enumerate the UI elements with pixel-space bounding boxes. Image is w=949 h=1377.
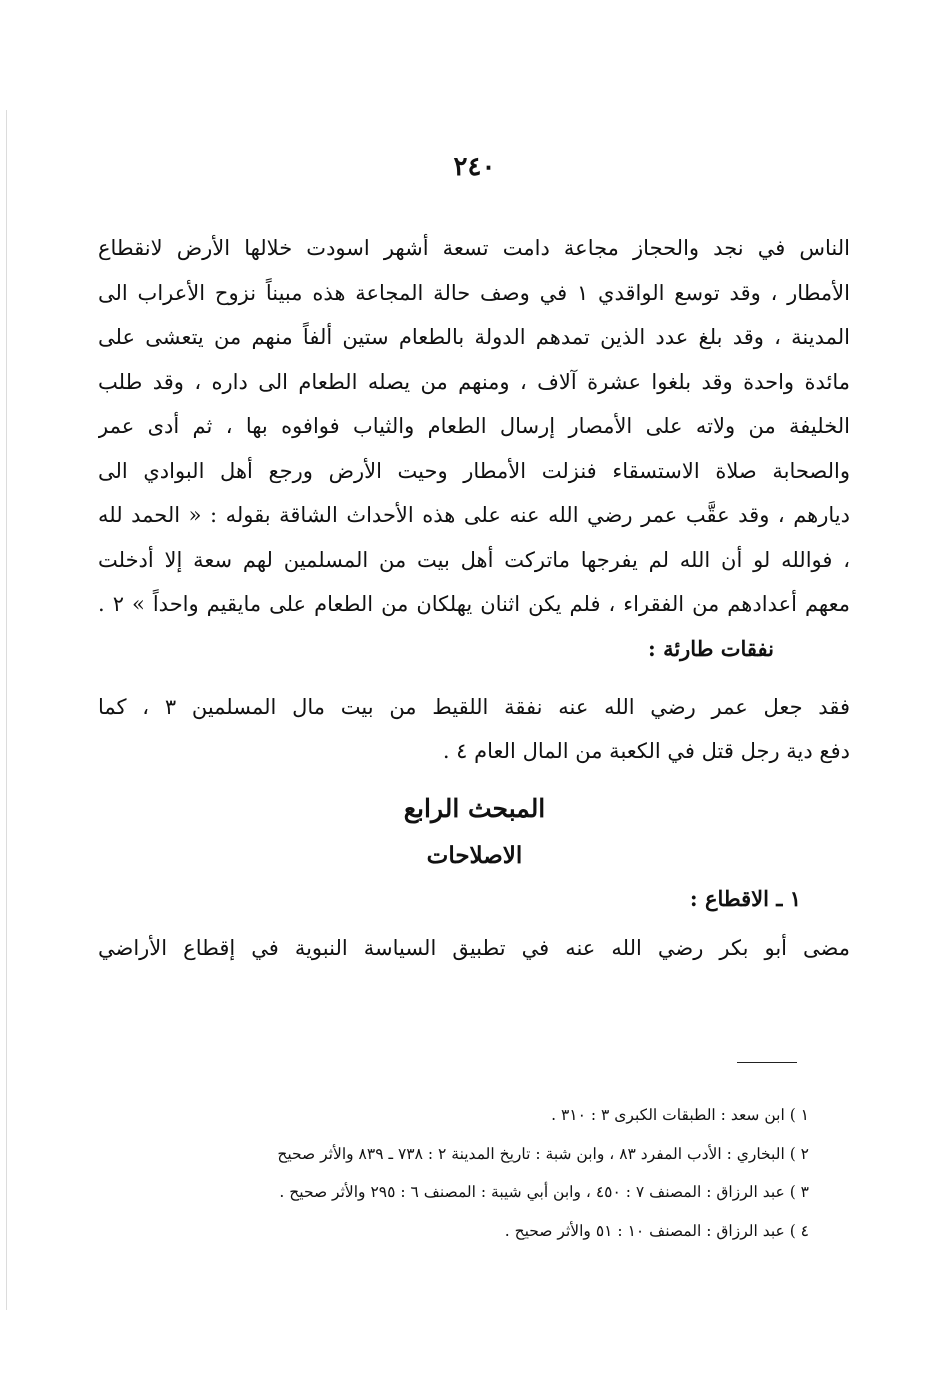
text-line: الأمطار ، وقد توسع الواقدي ١ في وصف حالة المجاعة هذه مبيناً نزوح الأعراب الى xyxy=(98,280,850,305)
subheading-emergency-expenses: نفقات طارئة : xyxy=(648,635,774,661)
text-line: مائدة واحدة وقد بلغوا عشرة آلاف ، ومنهم من يصله الطعام الى داره ، وقد طلب xyxy=(98,369,850,394)
page-edge-line xyxy=(6,110,7,1310)
footnote: ٢ ) البخاري : الأدب المفرد ٨٣ ، وابن شبة : تاريخ المدينة ٢ : ٧٣٨ ـ ٨٣٩ والأثر صحيح xyxy=(277,1144,809,1163)
item-text: مضى أبو بكر رضي الله عنه في تطبيق السياسة النبوية في إقطاع الأراضي xyxy=(98,936,850,960)
text-line: ديارهم ، وقد عقَّب عمر رضي الله عنه على هذه الأحداث الشاقة بقوله : « الحمد لله xyxy=(98,503,850,527)
footnote: ٤ ) عبد الرزاق : المصنف ١٠ : ٥١ والأثر صحيح . xyxy=(504,1221,809,1240)
text-line: ، فوالله لو أن الله لم يفرجها ماتركت أهل بيت من المسلمين لهم سعة إلا أدخلت xyxy=(98,547,850,572)
item-heading: ١ ـ الاقطاع : xyxy=(689,886,801,911)
main-text xyxy=(98,226,850,774)
text-line: والصحابة صلاة الاستسقاء فنزلت الأمطار وحيت الأرض ورجع أهل البوادي الى xyxy=(98,458,850,483)
section-subtitle: الاصلاحات xyxy=(426,842,523,869)
footnote-separator xyxy=(737,1062,797,1063)
text-line: دفع دية رجل قتل في الكعبة من المال العام ٤ . xyxy=(442,739,850,763)
paragraph-2 xyxy=(98,685,850,774)
footnote: ١ ) ابن سعد : الطبقات الكبرى ٣ : ٣١٠ . xyxy=(551,1106,809,1124)
section-title: المبحث الرابع xyxy=(403,794,546,823)
text-line: الخليفة من ولاته على الأمصار إرسال الطعام والثياب فوافوه بها ، ثم أدى عمر xyxy=(98,414,850,438)
footnotes xyxy=(169,1096,809,1250)
text-line: فقد جعل عمر رضي الله عنه نفقة اللقيط من بيت مال المسلمين ٣ ، كما xyxy=(98,694,850,719)
text-line: الناس في نجد والحجاز مجاعة دامت تسعة أشهر اسودت خلالها الأرض لانقطاع xyxy=(98,236,850,260)
text-line: المدينة ، وقد بلغ عدد الذين تمدهم الدولة بالطعام ستين ألفاً منهم من يتعشى على xyxy=(98,325,850,349)
page-number: ٢٤٠ xyxy=(453,152,496,182)
footnote: ٣ ) عبد الرزاق : المصنف ٧ : ٤٥٠ ، وابن أبي شيبة : المصنف ٦ : ٢٩٥ والأثر صحيح . xyxy=(279,1183,809,1201)
text-line: معهم أعدادهم من الفقراء ، فلم يكن اثنان يهلكان من الطعام على مايقيم واحداً » ٢ . xyxy=(98,592,850,616)
